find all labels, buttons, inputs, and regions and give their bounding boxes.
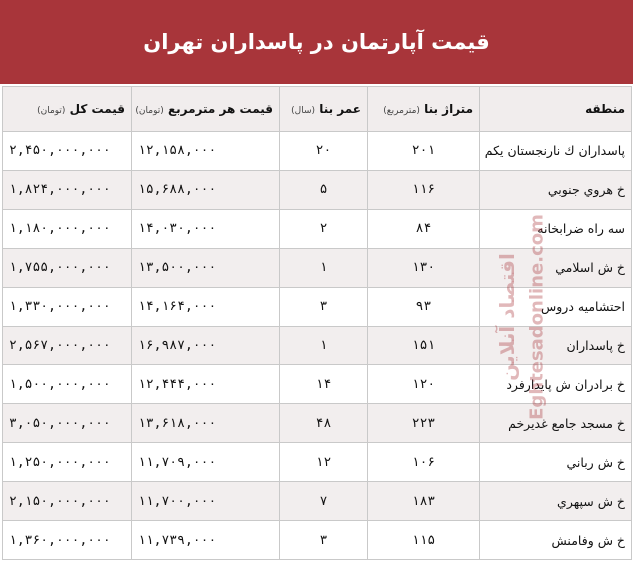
cell-price-per-meter: ۱۶,۹۸۷,۰۰۰ bbox=[132, 326, 280, 365]
watermark-latin: Eghtesadonline.com bbox=[526, 214, 548, 420]
cell-total-price: ۱,۳۳۰,۰۰۰,۰۰۰ bbox=[3, 287, 132, 326]
cell-price-per-meter: ۱۳,۵۰۰,۰۰۰ bbox=[132, 248, 280, 287]
cell-age: ۱ bbox=[280, 248, 368, 287]
cell-price-per-meter: ۱۴,۰۳۰,۰۰۰ bbox=[132, 209, 280, 248]
cell-region: خ برادران ش پايدارفرد bbox=[480, 365, 632, 404]
table-row bbox=[3, 326, 632, 365]
cell-age: ۱۴ bbox=[280, 365, 368, 404]
cell-total-price: ۳,۰۵۰,۰۰۰,۰۰۰ bbox=[3, 404, 132, 443]
cell-region: خ ش سپهري bbox=[480, 482, 632, 521]
cell-price-per-meter: ۱۴,۱۶۴,۰۰۰ bbox=[132, 287, 280, 326]
table-row bbox=[3, 248, 632, 287]
cell-price-per-meter: ۱۲,۴۴۴,۰۰۰ bbox=[132, 365, 280, 404]
cell-total-price: ۲,۵۶۷,۰۰۰,۰۰۰ bbox=[3, 326, 132, 365]
cell-region: خ ش وفامنش bbox=[480, 521, 632, 560]
cell-age: ۲ bbox=[280, 209, 368, 248]
column-header-age bbox=[280, 87, 368, 132]
cell-area: ۱۱۶ bbox=[368, 170, 480, 209]
cell-total-price: ۲,۴۵۰,۰۰۰,۰۰۰ bbox=[3, 132, 132, 171]
cell-age: ۳ bbox=[280, 287, 368, 326]
column-header-region-label: منطقه bbox=[585, 102, 625, 116]
cell-region: خ پاسداران bbox=[480, 326, 632, 365]
page-title: قیمت آپارتمان در پاسداران تهران bbox=[143, 30, 490, 54]
cell-area: ۹۳ bbox=[368, 287, 480, 326]
table-row bbox=[3, 521, 632, 560]
table-header-row bbox=[3, 87, 632, 132]
cell-area: ۱۱۵ bbox=[368, 521, 480, 560]
column-header-total-price-unit: (تومان) bbox=[37, 106, 66, 116]
cell-price-per-meter: ۱۳,۶۱۸,۰۰۰ bbox=[132, 404, 280, 443]
cell-total-price: ۱,۸۲۴,۰۰۰,۰۰۰ bbox=[3, 170, 132, 209]
cell-price-per-meter: ۱۵,۶۸۸,۰۰۰ bbox=[132, 170, 280, 209]
table-row bbox=[3, 482, 632, 521]
column-header-total-price-label: قیمت کل bbox=[69, 102, 125, 116]
cell-age: ۱۲ bbox=[280, 443, 368, 482]
cell-price-per-meter: ۱۱,۷۰۹,۰۰۰ bbox=[132, 443, 280, 482]
cell-total-price: ۱,۷۵۵,۰۰۰,۰۰۰ bbox=[3, 248, 132, 287]
column-header-area-label: متراژ بنا bbox=[424, 102, 473, 116]
column-header-price-per-meter bbox=[132, 87, 280, 132]
cell-area: ۲۲۳ bbox=[368, 404, 480, 443]
cell-age: ۲۰ bbox=[280, 132, 368, 171]
table-row bbox=[3, 209, 632, 248]
cell-region: خ هروي جنوبي bbox=[480, 170, 632, 209]
cell-region: پاسداران ك نارنجستان يكم bbox=[480, 132, 632, 171]
cell-price-per-meter: ۱۱,۷۳۹,۰۰۰ bbox=[132, 521, 280, 560]
cell-age: ۵ bbox=[280, 170, 368, 209]
column-header-price-per-meter-label: قیمت هر مترمربع bbox=[167, 102, 273, 116]
column-header-area-unit: (مترمربع) bbox=[383, 106, 420, 116]
cell-area: ۱۳۰ bbox=[368, 248, 480, 287]
cell-total-price: ۱,۱۸۰,۰۰۰,۰۰۰ bbox=[3, 209, 132, 248]
cell-age: ۱ bbox=[280, 326, 368, 365]
column-header-region bbox=[480, 87, 632, 132]
cell-age: ۷ bbox=[280, 482, 368, 521]
page-header bbox=[0, 0, 633, 84]
table-row bbox=[3, 443, 632, 482]
table-row bbox=[3, 132, 632, 171]
cell-age: ۴۸ bbox=[280, 404, 368, 443]
cell-region: خ ش رباني bbox=[480, 443, 632, 482]
cell-area: ۱۵۱ bbox=[368, 326, 480, 365]
cell-total-price: ۲,۱۵۰,۰۰۰,۰۰۰ bbox=[3, 482, 132, 521]
column-header-age-label: عمر بنا bbox=[319, 102, 361, 116]
column-header-price-per-meter-unit: (تومان) bbox=[135, 106, 164, 116]
cell-region: خ مسجد جامع غديرخم bbox=[480, 404, 632, 443]
cell-area: ۲۰۱ bbox=[368, 132, 480, 171]
price-table bbox=[2, 86, 632, 560]
cell-area: ۱۰۶ bbox=[368, 443, 480, 482]
column-header-total-price bbox=[3, 87, 132, 132]
cell-area: ۱۲۰ bbox=[368, 365, 480, 404]
table-row bbox=[3, 170, 632, 209]
watermark-persian: اقتصاد آنلاین bbox=[495, 253, 519, 381]
cell-price-per-meter: ۱۲,۱۵۸,۰۰۰ bbox=[132, 132, 280, 171]
cell-area: ۱۸۳ bbox=[368, 482, 480, 521]
cell-price-per-meter: ۱۱,۷۰۰,۰۰۰ bbox=[132, 482, 280, 521]
cell-age: ۳ bbox=[280, 521, 368, 560]
cell-total-price: ۱,۲۵۰,۰۰۰,۰۰۰ bbox=[3, 443, 132, 482]
cell-total-price: ۱,۵۰۰,۰۰۰,۰۰۰ bbox=[3, 365, 132, 404]
column-header-area bbox=[368, 87, 480, 132]
cell-region: خ ش اسلامي bbox=[480, 248, 632, 287]
table-row bbox=[3, 365, 632, 404]
cell-area: ۸۴ bbox=[368, 209, 480, 248]
table-row bbox=[3, 287, 632, 326]
table-row bbox=[3, 404, 632, 443]
cell-total-price: ۱,۳۶۰,۰۰۰,۰۰۰ bbox=[3, 521, 132, 560]
column-header-age-unit: (سال) bbox=[291, 106, 316, 116]
cell-region: سه راه ضرابخانه bbox=[480, 209, 632, 248]
cell-region: احتشاميه دروس bbox=[480, 287, 632, 326]
